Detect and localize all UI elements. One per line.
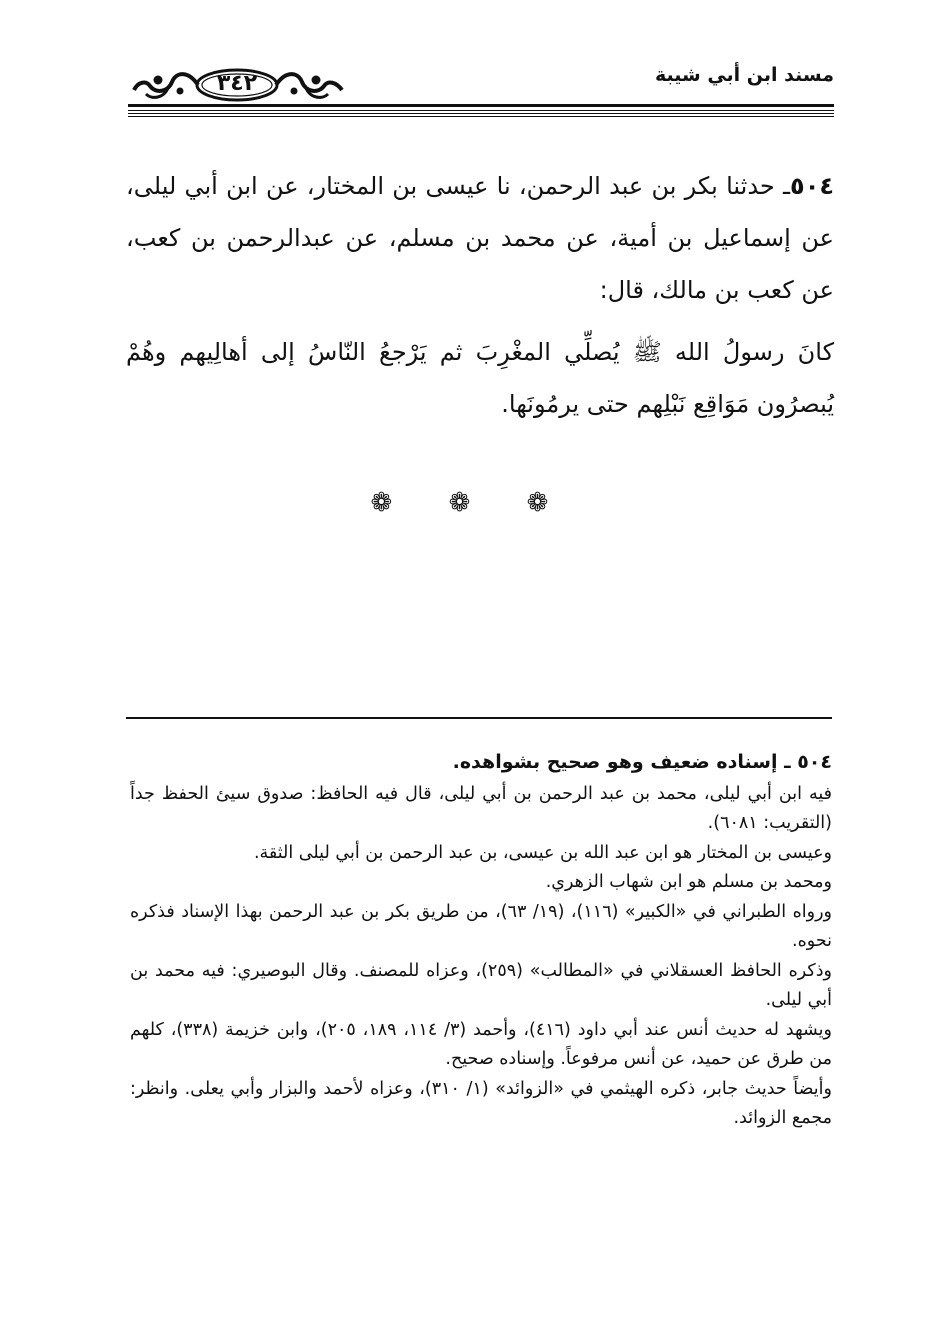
page-number: ٣٤٢	[216, 71, 258, 96]
page-header	[128, 58, 834, 128]
footnote-heading: ٥٠٤ ـ إسناده ضعيف وهو صحيح بشواهده.	[452, 751, 832, 773]
footnote-line: فيه ابن أبي ليلى، محمد بن عبد الرحمن بن أبي ليلى، قال فيه الحافظ: صدوق سيئ الحفظ جداً (التقريب: ٦٠٨١).	[130, 783, 832, 833]
footnote-rule	[126, 717, 832, 719]
isnad: ـ حدثنا بكر بن عبد الرحمن، نا عيسى بن المختار، عن ابن أبي ليلى، عن إسماعيل بن أمية، عن محمد بن مسلم، عن عبدالرحمن بن كعب، عن كعب بن مالك، قال:	[126, 172, 834, 304]
footnote-line: وعيسى بن المختار هو ابن عبد الله بن عيسى، بن عبد الرحمن بن أبي ليلى الثقة.	[253, 842, 832, 863]
footnote-line: وذكره الحافظ العسقلاني في «المطالب» (٢٥٩)، وعزاه للمصنف. وقال البوصيري: فيه محمد بن أبي ليلى.	[130, 960, 832, 1010]
hadith-number: ٥٠٤	[790, 172, 834, 200]
footnotes	[130, 748, 832, 1134]
book-title: مسند ابن أبي شيبة	[654, 64, 834, 86]
isnad-paragraph	[126, 160, 834, 316]
section-separator: ❁ ❁ ❁	[370, 488, 573, 518]
header-rule	[128, 104, 834, 120]
hadith-text	[126, 160, 834, 430]
matn: كانَ رسولُ الله ﷺ يُصلِّي المغْرِبَ ثم يَرْجعُ النّاسُ إلى أهالِيهم وهُمْ يُبصرُون مَوَاقِع نَبْلِهم حتى يرمُونَها.	[126, 338, 834, 418]
footnote-line: ومحمد بن مسلم هو ابن شهاب الزهري.	[545, 872, 832, 892]
footnote-line: ويشهد له حديث أنس عند أبي داود (٤١٦)، وأحمد (٣/ ١١٤، ١٨٩، ٢٠٥)، وابن خزيمة (٣٣٨)، كلهم من طرق عن حميد، عن أنس مرفوعاً. وإسناده صحيح.	[130, 1019, 832, 1069]
footnote-line: ورواه الطبراني في «الكبير» (١١٦)، (١٩/ ٦٣)، من طريق بكر بن عبد الرحمن بهذا الإسناد فذكره نحوه.	[130, 901, 832, 951]
footnote-line: وأيضاً حديث جابر، ذكره الهيثمي في «الزوائد» (١/ ٣١٠)، وعزاه لأحمد والبزار وأبي يعلى. وانظر: مجمع الزوائد.	[130, 1078, 832, 1128]
